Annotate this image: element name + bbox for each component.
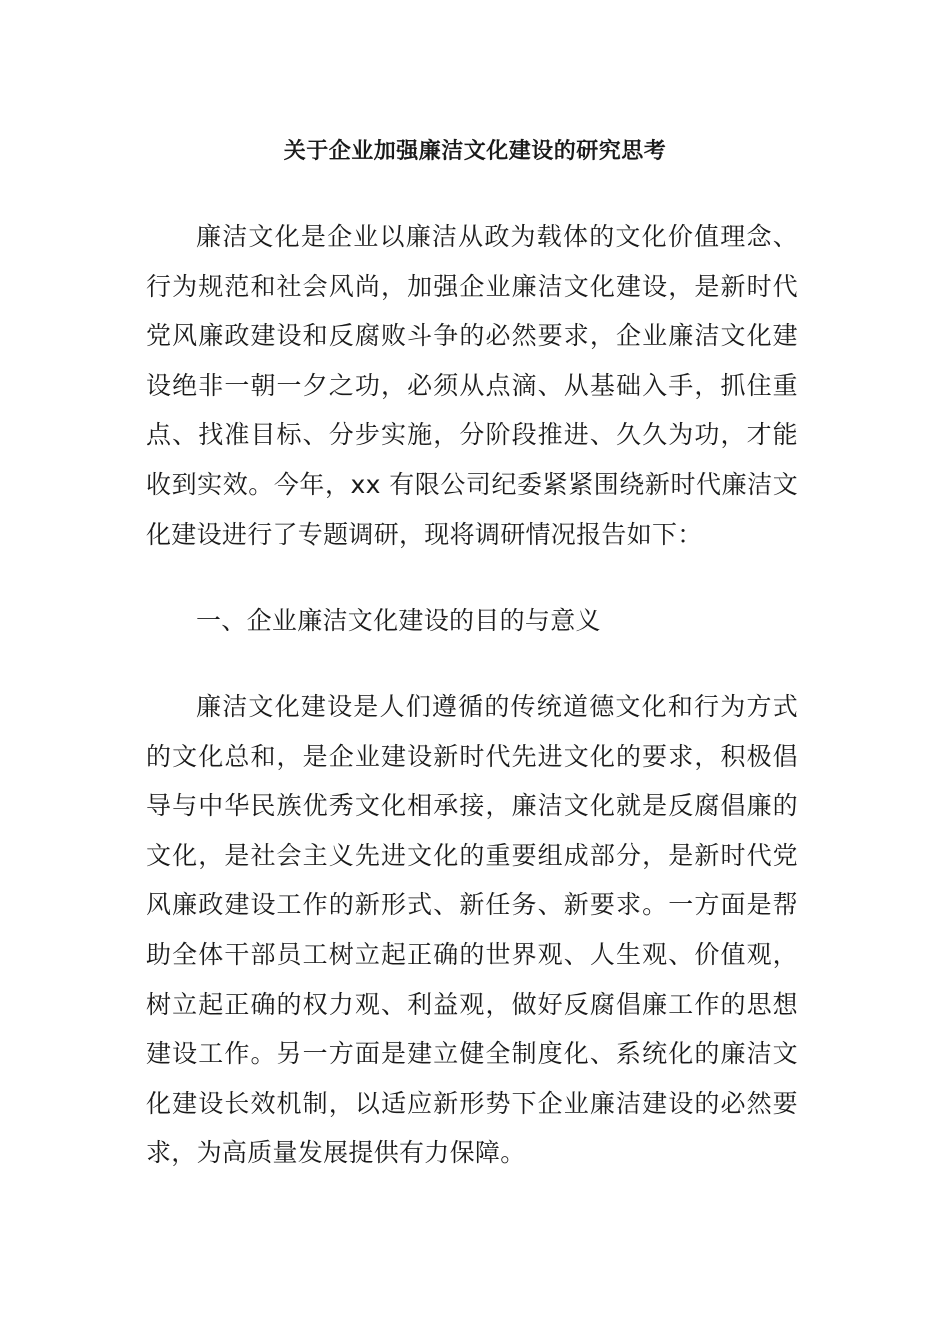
section-paragraph: 廉洁文化建设是人们遵循的传统道德文化和行为方式的文化总和，是企业建设新时代先进文化的要求，积极倡导与中华民族优秀文化相承接，廉洁文化就是反腐倡廉的文化，是社会主义先进文化的重要组成部分，是新时代党风廉政建设工作的新形式、新任务、新要求。一方面是帮助全体干部员工树立起正确的世界观、人生观、价值观，树立起正确的权力观、利益观，做好反腐倡廉工作的思想建设工作。另一方面是建立健全制度化、系统化的廉洁文化建设长效机制，以适应新形势下企业廉洁建设的必然要求，为高质量发展提供有力保障。 <box>146 692 798 1168</box>
section-heading: 一、企业廉洁文化建设的目的与意义 <box>196 606 601 635</box>
intro-paragraph: 廉洁文化是企业以廉洁从政为载体的文化价值理念、行为规范和社会风尚，加强企业廉洁文化建设，是新时代党风廉政建设和反腐败斗争的必然要求，企业廉洁文化建设绝非一朝一夕之功，必须从点滴、从基础入手，抓住重点、找准目标、分步实施，分阶段推进、久久为功，才能收到实效。今年，xx 有限公司纪委紧紧围绕新时代廉洁文化建设进行了专题调研，现将调研情况报告如下： <box>146 222 798 549</box>
document-title: 关于企业加强廉洁文化建设的研究思考 <box>283 139 667 164</box>
